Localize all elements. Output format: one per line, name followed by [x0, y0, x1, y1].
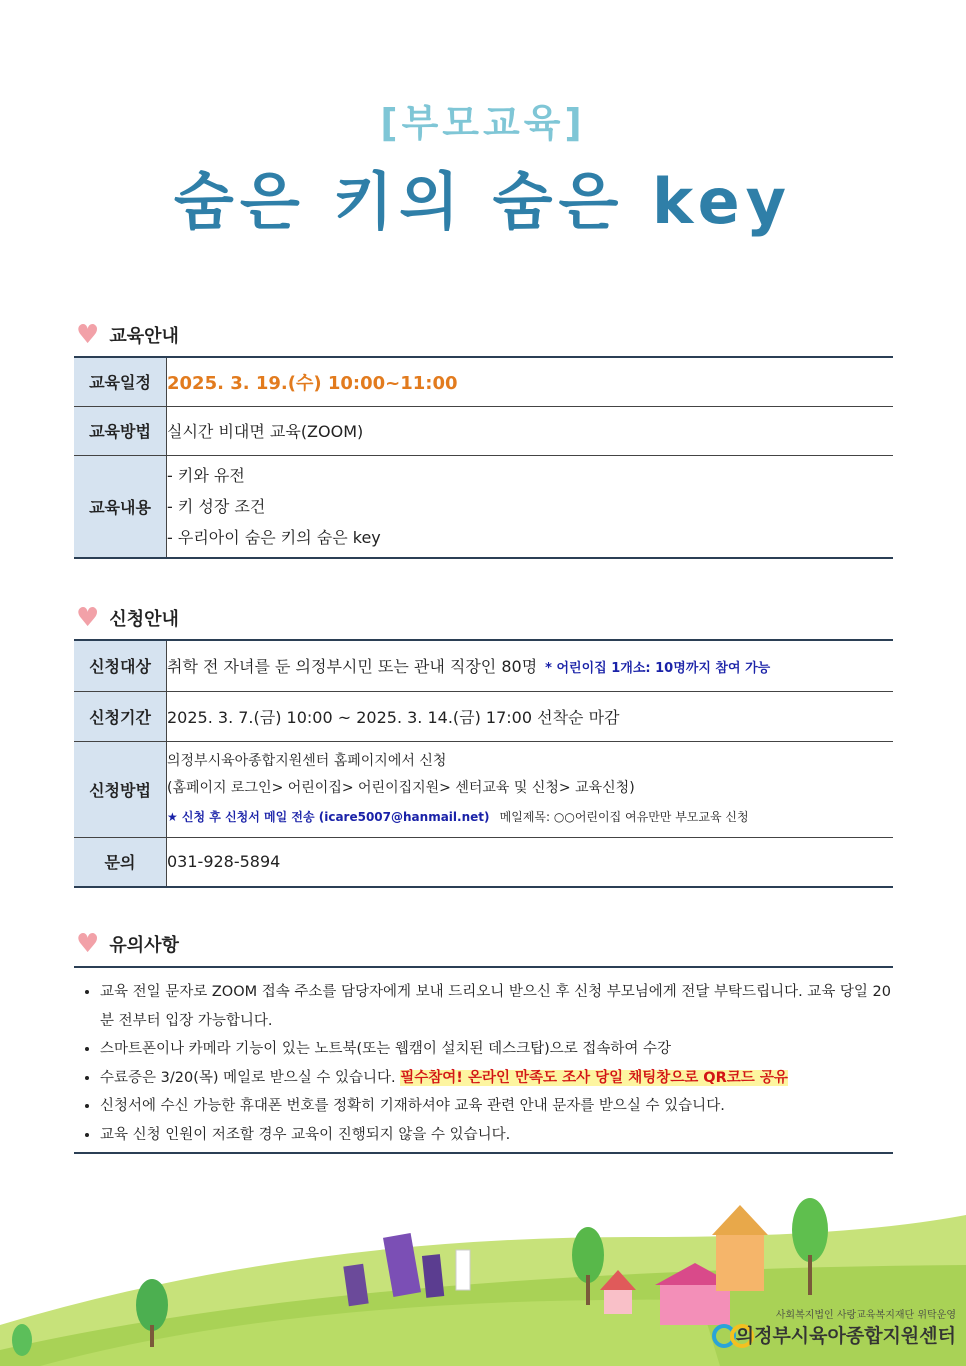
- target-value: 취학 전 자녀를 둔 의정부시민 또는 관내 직장인 80명 * 어린이집 1개소: 10명까지 참여 가능: [167, 640, 894, 691]
- row-label: 문의: [74, 837, 167, 887]
- contact-value: 031-928-5894: [167, 837, 894, 887]
- subtitle: [부모교육]: [380, 101, 586, 145]
- table-row: [74, 837, 893, 887]
- table-row: [74, 357, 893, 406]
- heart-icon: ♥: [76, 929, 100, 959]
- email-subject-note: 메일제목: ○○어린이집 여유만만 부모교육 신청: [499, 809, 749, 824]
- row-value: [167, 357, 894, 406]
- row-label: 신청대상: [74, 640, 167, 691]
- method-value: 실시간 비대면 교육(ZOOM): [167, 406, 894, 455]
- list-item: • 교육 신청 인원이 저조할 경우 교육이 진행되지 않을 수 있습니다.: [100, 1121, 893, 1150]
- row-label: 교육내용: [74, 455, 167, 558]
- email-instruction: ★ 신청 후 신청서 메일 전송 (icare5007@hanmail.net): [167, 809, 490, 824]
- content-item: - 우리아이 숨은 키의 숨은 key: [167, 527, 381, 547]
- table-row: [74, 406, 893, 455]
- list-item: • 신청서에 수신 가능한 휴대폰 번호를 정확히 기재하셔야 교육 관련 안내 문자를 받으실 수 있습니다.: [100, 1092, 893, 1121]
- schedule-value: 2025. 3. 19.(수) 10:00~11:00: [167, 372, 458, 394]
- content-item: - 키와 유전: [167, 465, 245, 485]
- row-label: 교육방법: [74, 406, 167, 455]
- section-heading-notes: ♥ 유의사항: [76, 929, 179, 959]
- row-label: 신청방법: [74, 741, 167, 837]
- row-label: 교육일정: [74, 357, 167, 406]
- section-heading-application: ♥ 신청안내: [76, 603, 179, 633]
- content-item: - 키 성장 조건: [167, 496, 266, 516]
- notes-box: [74, 966, 893, 1154]
- table-row: [74, 455, 893, 558]
- capacity-note: * 어린이집 1개소: 10명까지 참여 가능: [545, 661, 771, 677]
- table-row: [74, 741, 893, 837]
- heart-icon: ♥: [76, 320, 100, 350]
- organization-logo: 사회복지법인 사랑교육복지재단 위탁운영 의정부시육아종합지원센터: [735, 1310, 956, 1347]
- application-info-table: [74, 639, 893, 888]
- education-info-table: [74, 356, 893, 559]
- row-label: 신청기간: [74, 691, 167, 741]
- required-highlight: 필수참여! 온라인 만족도 조사 당일 채팅창으로 QR코드 공유: [400, 1069, 788, 1086]
- content-value: [167, 455, 894, 558]
- list-item: • 스마트폰이나 카메라 기능이 있는 노트북(또는 웹캠이 설치된 데스크탑)으로 접속하여 수강: [100, 1035, 893, 1064]
- period-value: 2025. 3. 7.(금) 10:00 ~ 2025. 3. 14.(금) 17:00 선착순 마감: [167, 691, 894, 741]
- list-item: • 수료증은 3/20(목) 메일로 받으실 수 있습니다. 필수참여! 온라인 만족도 조사 당일 채팅창으로 QR코드 공유: [100, 1064, 893, 1093]
- tree-icon: [136, 1279, 168, 1331]
- table-row: [74, 640, 893, 691]
- page-title: 숨은 키의 숨은 key: [173, 165, 793, 238]
- how-value: 의정부시육아종합지원센터 홈페이지에서 신청 (홈페이지 로그인> 어린이집> 어린이집지원> 센터교육 및 신청> 교육신청) ★ 신청 후 신청서 메일 전송 (icare5007@hanmail.net) 메일제목: ○○어린이집 여유만만 부모교육 신청: [167, 741, 894, 837]
- section-heading-education: ♥ 교육안내: [76, 320, 179, 350]
- heart-icon: ♥: [76, 603, 100, 633]
- table-row: [74, 691, 893, 741]
- list-item: • 교육 전일 문자로 ZOOM 접속 주소를 담당자에게 보내 드리오니 받으신 후 신청 부모님에게 전달 부탁드립니다. 교육 당일 20분 전부터 입장 가능합니다.: [100, 978, 893, 1035]
